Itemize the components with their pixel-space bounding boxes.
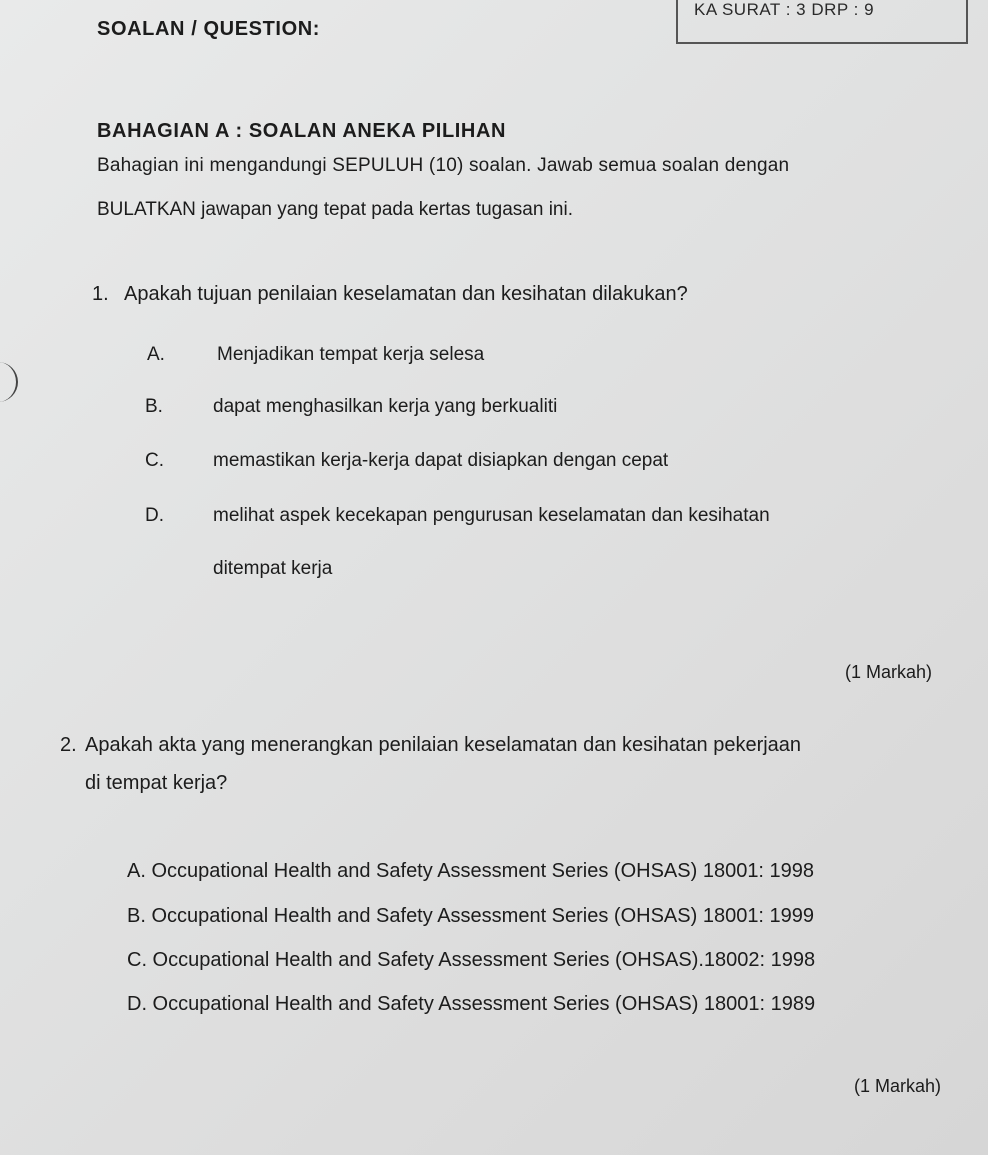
question-1-text: Apakah tujuan penilaian keselamatan dan kesihatan dilakukan? — [124, 283, 688, 305]
q1-option-d-letter[interactable]: D. — [145, 505, 164, 526]
q1-option-d-text[interactable]: melihat aspek kecekapan pengurusan keselamatan dan kesihatan — [213, 505, 770, 526]
q1-option-a-text[interactable]: Menjadikan tempat kerja selesa — [217, 344, 485, 365]
q2-option-b[interactable]: B. Occupational Health and Safety Assessment Series (OHSAS) 18001: 1999 — [127, 905, 815, 927]
margin-bracket-mark — [0, 362, 18, 402]
q1-option-a-letter[interactable]: A. — [147, 344, 165, 365]
instruction-line-2: BULATKAN jawapan yang tepat pada kertas tugasan ini. — [97, 199, 573, 220]
section-title: BAHAGIAN A : SOALAN ANEKA PILIHAN — [97, 120, 507, 142]
question-2-number: 2. — [60, 734, 77, 756]
q1-option-c-letter[interactable]: C. — [145, 450, 164, 471]
question-2-text-line-2: di tempat kerja? — [85, 772, 228, 794]
header-box — [676, 0, 968, 44]
q2-option-c[interactable]: C. Occupational Health and Safety Assessment Series (OHSAS).18002: 1998 — [127, 949, 816, 971]
page-heading: SOALAN / QUESTION: — [97, 18, 321, 40]
q1-marks: (1 Markah) — [845, 662, 933, 682]
q1-option-d-text-continued[interactable]: ditempat kerja — [213, 558, 333, 579]
q1-option-c-text[interactable]: memastikan kerja-kerja dapat disiapkan dengan cepat — [213, 450, 669, 471]
q1-option-b-text[interactable]: dapat menghasilkan kerja yang berkualiti — [213, 396, 558, 417]
q2-option-d[interactable]: D. Occupational Health and Safety Assessment Series (OHSAS) 18001: 1989 — [127, 993, 816, 1015]
question-1-number: 1. — [92, 283, 109, 305]
instruction-line-1: Bahagian ini mengandungi SEPULUH (10) soalan. Jawab semua soalan dengan — [97, 155, 790, 176]
q1-option-b-letter[interactable]: B. — [145, 396, 163, 417]
header-code: KA SURAT : 3 DRP : 9 — [694, 0, 875, 19]
q2-marks: (1 Markah) — [854, 1076, 942, 1096]
question-2-text-line-1: Apakah akta yang menerangkan penilaian keselamatan dan kesihatan pekerjaan — [85, 734, 802, 756]
q2-option-a[interactable]: A. Occupational Health and Safety Assessment Series (OHSAS) 18001: 1998 — [127, 860, 815, 882]
